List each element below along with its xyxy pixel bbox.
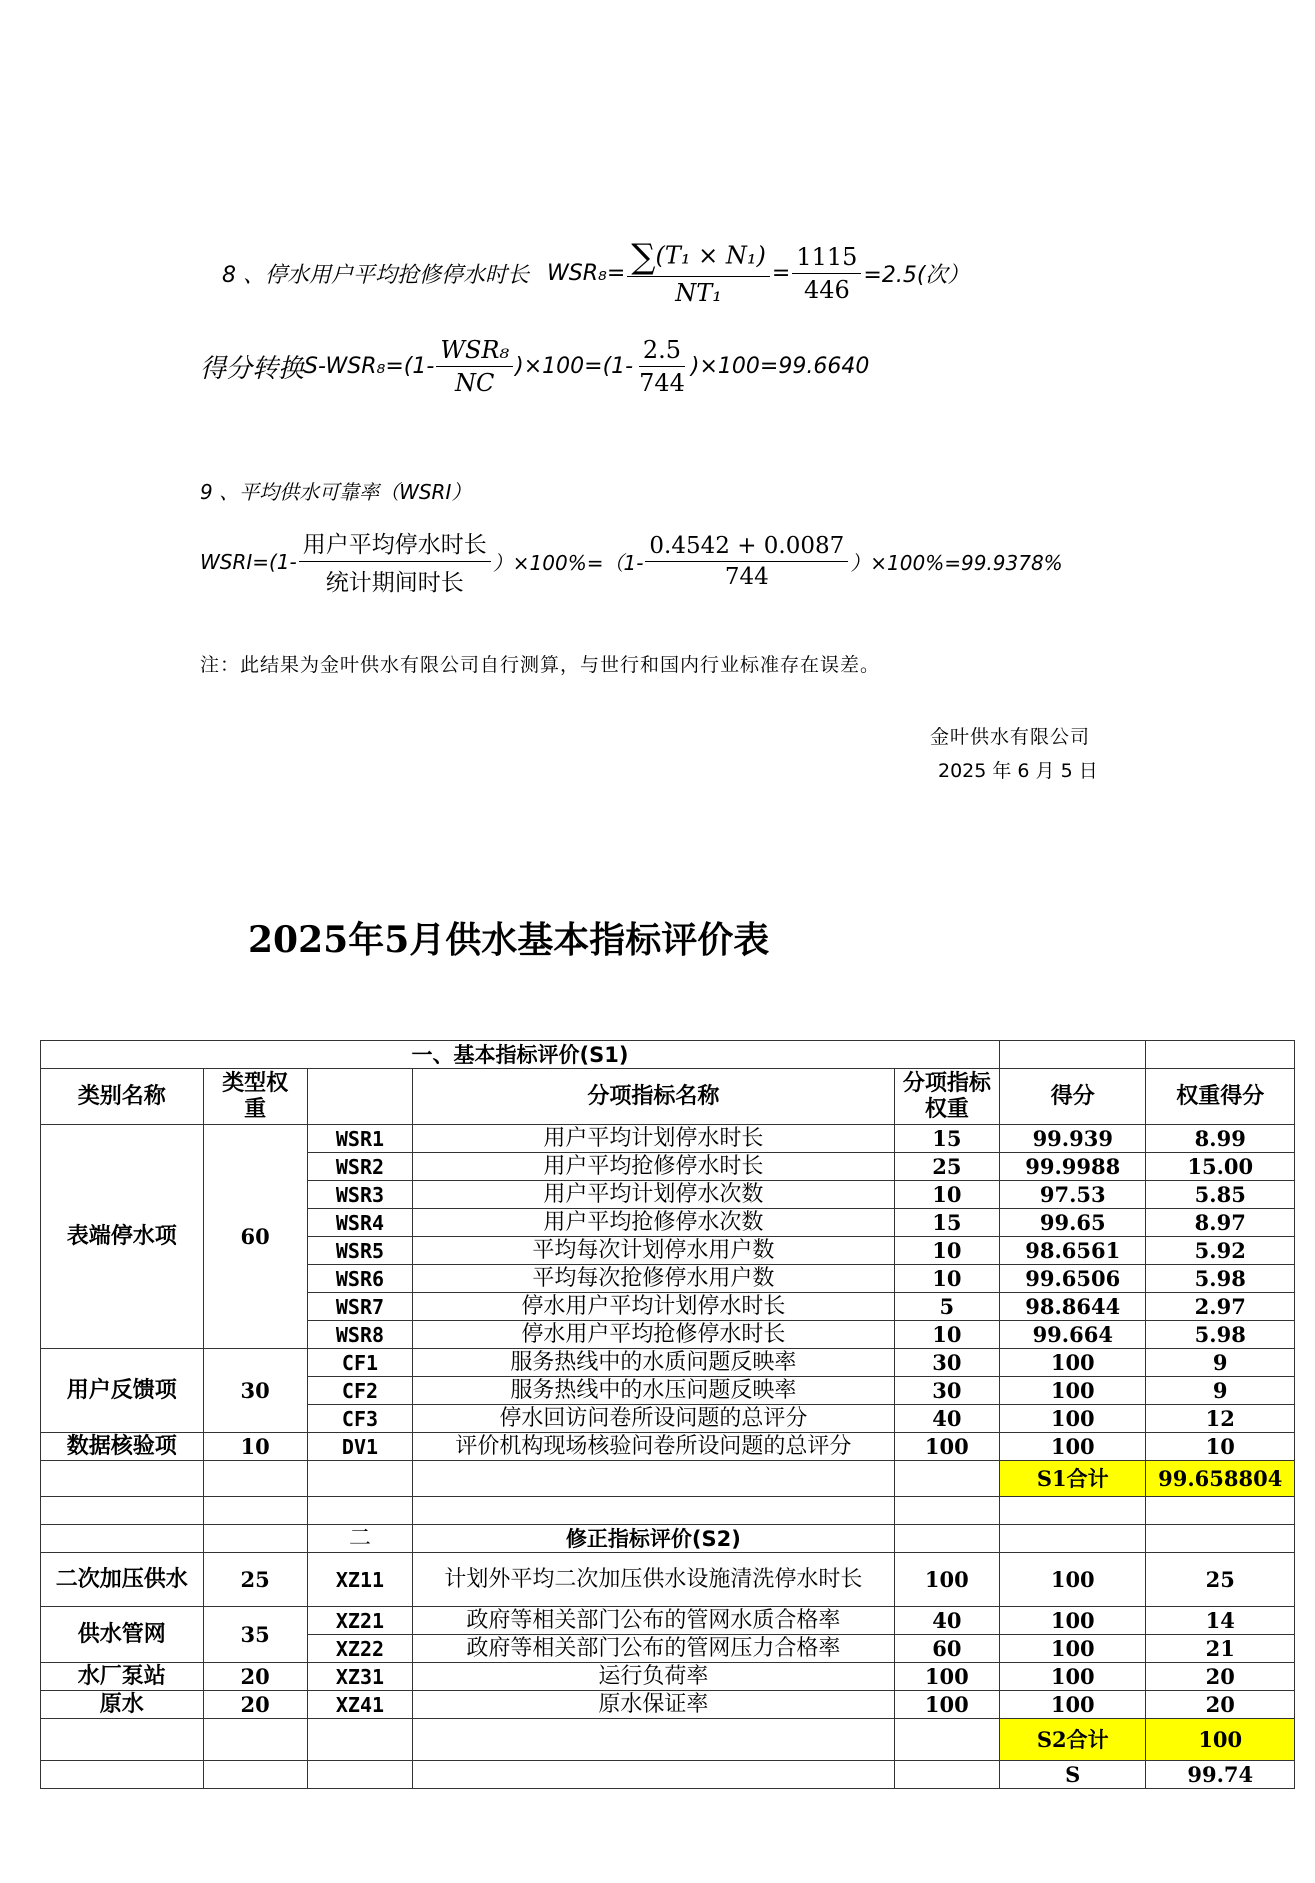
item-score: 100 — [1000, 1405, 1146, 1433]
item-weight: 15 — [894, 1125, 999, 1153]
formula-8 — [222, 237, 970, 307]
item-name: 停水用户平均抢修停水时长 — [413, 1321, 895, 1349]
formula-9-lhs: WSRI=(1- — [200, 549, 297, 574]
item-score: 100 — [1000, 1635, 1146, 1663]
item-weighted: 8.99 — [1146, 1125, 1295, 1153]
item-name: 评价机构现场核验问卷所设问题的总评分 — [413, 1433, 895, 1461]
item-weighted: 2.97 — [1146, 1293, 1295, 1321]
item-name: 原水保证率 — [413, 1691, 895, 1719]
item-code: WSR2 — [307, 1153, 412, 1181]
score-8-lhs: S-WSR₈=(1- — [304, 354, 435, 379]
item-weight: 40 — [894, 1405, 999, 1433]
formula-8-fraction-2 — [792, 243, 861, 304]
section-2-title: 修正指标评价(S2) — [413, 1525, 895, 1553]
section-2-row — [41, 1525, 1295, 1553]
item-weighted: 21 — [1146, 1635, 1295, 1663]
group-weight: 30 — [203, 1349, 307, 1433]
item-score: 98.8644 — [1000, 1293, 1146, 1321]
company-name: 金叶供水有限公司 — [930, 726, 1091, 748]
spacer-row — [41, 1497, 1295, 1525]
item-weight: 10 — [894, 1265, 999, 1293]
item-name: 平均每次计划停水用户数 — [413, 1237, 895, 1265]
group-name: 数据核验项 — [41, 1433, 204, 1461]
formula-9-mid: ）×100%=（1- — [492, 551, 644, 575]
item-weight: 30 — [894, 1349, 999, 1377]
item-score: 98.6561 — [1000, 1237, 1146, 1265]
item-code: XZ41 — [307, 1691, 412, 1719]
item-code: CF3 — [307, 1405, 412, 1433]
formula-8-lhs: WSR₈= — [547, 261, 626, 286]
category-weight: 20 — [203, 1663, 307, 1691]
score-8-den2: 744 — [639, 369, 685, 397]
formula-9-result: ）×100%=99.9378% — [850, 551, 1063, 575]
category-name: 水厂泵站 — [41, 1663, 204, 1691]
group-name: 用户反馈项 — [41, 1349, 204, 1433]
item-code: CF2 — [307, 1377, 412, 1405]
item-weighted: 14 — [1146, 1607, 1295, 1635]
formula-8-den2: 446 — [803, 276, 850, 304]
item-name: 政府等相关部门公布的管网水质合格率 — [413, 1607, 895, 1635]
item-weight: 10 — [894, 1321, 999, 1349]
item-name: 用户平均计划停水时长 — [413, 1125, 895, 1153]
item-weighted: 15.00 — [1146, 1153, 1295, 1181]
formula-9 — [200, 526, 1063, 597]
table-row — [41, 1553, 1295, 1607]
header-item-name: 分项指标名称 — [413, 1069, 895, 1125]
section-1-row — [41, 1041, 1295, 1069]
header-row — [41, 1069, 1295, 1125]
header-weighted: 权重得分 — [1146, 1069, 1295, 1125]
sigma-symbol: ∑ — [631, 237, 656, 277]
formula-8-sum-num: (T₁ × N₁) — [655, 241, 766, 270]
item-score: 100 — [1000, 1433, 1146, 1461]
item-code: WSR5 — [307, 1237, 412, 1265]
item-code: WSR7 — [307, 1293, 412, 1321]
item-name: 平均每次抢修停水用户数 — [413, 1265, 895, 1293]
item-weight: 100 — [894, 1691, 999, 1719]
item-score: 100 — [1000, 1663, 1146, 1691]
item-weight: 25 — [894, 1153, 999, 1181]
item-weighted: 5.98 — [1146, 1265, 1295, 1293]
item-name: 运行负荷率 — [413, 1663, 895, 1691]
formula-9-label: 9 、平均供水可靠率（WSRI） — [200, 480, 472, 504]
item-score: 99.9988 — [1000, 1153, 1146, 1181]
item-weighted: 25 — [1146, 1553, 1295, 1607]
item-score: 99.6506 — [1000, 1265, 1146, 1293]
item-score: 99.65 — [1000, 1209, 1146, 1237]
item-score: 100 — [1000, 1691, 1146, 1719]
header-score: 得分 — [1000, 1069, 1146, 1125]
formula-8-label: 8 、停水用户平均抢修停水时长 — [222, 263, 529, 288]
category-name: 二次加压供水 — [41, 1553, 204, 1607]
formula-8-eq: = — [771, 261, 791, 286]
item-code: XZ22 — [307, 1635, 412, 1663]
score-8-mid: )×100=(1- — [515, 354, 634, 379]
item-code: XZ11 — [307, 1553, 412, 1607]
item-code: DV1 — [307, 1433, 412, 1461]
item-weighted: 9 — [1146, 1349, 1295, 1377]
score-8-fraction-2 — [635, 336, 689, 397]
item-weighted: 10 — [1146, 1433, 1295, 1461]
score-8-num2: 2.5 — [639, 336, 685, 367]
category-weight: 25 — [203, 1553, 307, 1607]
item-code: WSR1 — [307, 1125, 412, 1153]
note-text: 注：此结果为金叶供水有限公司自行测算，与世行和国内行业标准存在误差。 — [200, 654, 881, 676]
header-item-weight: 分项指标权重 — [894, 1069, 999, 1125]
header-type-weight: 类型权重 — [203, 1069, 307, 1125]
item-score: 100 — [1000, 1349, 1146, 1377]
item-weight: 100 — [894, 1433, 999, 1461]
item-code: WSR8 — [307, 1321, 412, 1349]
item-weighted: 5.85 — [1146, 1181, 1295, 1209]
score-8-num: WSR₈ — [436, 336, 513, 367]
item-weight: 60 — [894, 1635, 999, 1663]
item-weighted: 9 — [1146, 1377, 1295, 1405]
score-8-label: 得分转换 — [200, 354, 305, 384]
item-name: 服务热线中的水质问题反映率 — [413, 1349, 895, 1377]
table-row — [41, 1607, 1295, 1635]
item-code: XZ31 — [307, 1663, 412, 1691]
item-name: 停水用户平均计划停水时长 — [413, 1293, 895, 1321]
item-weighted: 20 — [1146, 1663, 1295, 1691]
item-weight: 30 — [894, 1377, 999, 1405]
item-score: 99.939 — [1000, 1125, 1146, 1153]
category-weight: 20 — [203, 1691, 307, 1719]
item-name: 停水回访问卷所设问题的总评分 — [413, 1405, 895, 1433]
item-weight: 100 — [894, 1663, 999, 1691]
formula-9-fraction — [299, 526, 491, 597]
item-code: WSR3 — [307, 1181, 412, 1209]
s1-total-value: 99.658804 — [1146, 1461, 1295, 1497]
formula-8-sum-den: NT₁ — [675, 279, 722, 307]
score-8-fraction — [436, 336, 513, 397]
s2-total-label: S2合计 — [1000, 1719, 1146, 1761]
item-code: WSR4 — [307, 1209, 412, 1237]
formula-8-fraction — [627, 237, 770, 307]
header-category: 类别名称 — [41, 1069, 204, 1125]
item-name: 服务热线中的水压问题反映率 — [413, 1377, 895, 1405]
item-code: CF1 — [307, 1349, 412, 1377]
item-weighted: 12 — [1146, 1405, 1295, 1433]
formula-9-fraction-2 — [645, 533, 848, 590]
item-name: 用户平均抢修停水次数 — [413, 1209, 895, 1237]
item-weight: 10 — [894, 1181, 999, 1209]
s-total-label: S — [1000, 1761, 1146, 1789]
table-title: 2025年5月供水基本指标评价表 — [248, 919, 770, 961]
table-row — [41, 1433, 1295, 1461]
item-name: 政府等相关部门公布的管网压力合格率 — [413, 1635, 895, 1663]
table-row — [41, 1125, 1295, 1153]
s1-total-row — [41, 1461, 1295, 1497]
signature-date: 2025 年 6 月 5 日 — [938, 760, 1098, 782]
section-1-title: 一、基本指标评价(S1) — [41, 1041, 1000, 1069]
s-total-value: 99.74 — [1146, 1761, 1295, 1789]
formula-9-num: 用户平均停水时长 — [299, 526, 491, 562]
item-score: 99.664 — [1000, 1321, 1146, 1349]
item-score: 100 — [1000, 1607, 1146, 1635]
category-name: 供水管网 — [41, 1607, 204, 1663]
score-8-den: NC — [455, 369, 495, 397]
formula-9-den: 统计期间时长 — [325, 570, 464, 596]
item-code: XZ21 — [307, 1607, 412, 1635]
item-weighted: 5.92 — [1146, 1237, 1295, 1265]
group-weight: 60 — [203, 1125, 307, 1349]
s2-total-row — [41, 1719, 1295, 1761]
formula-9-num2: 0.4542 + 0.0087 — [645, 533, 848, 562]
score-8-result: )×100=99.6640 — [690, 354, 870, 379]
table-row — [41, 1663, 1295, 1691]
table-row — [41, 1349, 1295, 1377]
s1-total-label: S1合计 — [1000, 1461, 1146, 1497]
item-code: WSR6 — [307, 1265, 412, 1293]
table-row — [41, 1691, 1295, 1719]
item-weight: 40 — [894, 1607, 999, 1635]
item-weighted: 8.97 — [1146, 1209, 1295, 1237]
item-score: 100 — [1000, 1377, 1146, 1405]
item-score: 97.53 — [1000, 1181, 1146, 1209]
item-weight: 10 — [894, 1237, 999, 1265]
category-weight: 35 — [203, 1607, 307, 1663]
score-8 — [200, 336, 869, 397]
formula-9-den2: 744 — [724, 564, 769, 590]
item-weighted: 20 — [1146, 1691, 1295, 1719]
item-weight: 100 — [894, 1553, 999, 1607]
s-total-row — [41, 1761, 1295, 1789]
formula-8-num2: 1115 — [792, 243, 861, 274]
item-name: 用户平均抢修停水时长 — [413, 1153, 895, 1181]
s2-total-value: 100 — [1146, 1719, 1295, 1761]
group-weight: 10 — [203, 1433, 307, 1461]
section-2-number: 二 — [307, 1525, 412, 1553]
evaluation-table — [40, 1040, 1295, 1789]
item-weight: 5 — [894, 1293, 999, 1321]
item-name: 用户平均计划停水次数 — [413, 1181, 895, 1209]
item-score: 100 — [1000, 1553, 1146, 1607]
item-name: 计划外平均二次加压供水设施清洗停水时长 — [413, 1553, 895, 1607]
category-name: 原水 — [41, 1691, 204, 1719]
item-weighted: 5.98 — [1146, 1321, 1295, 1349]
item-weight: 15 — [894, 1209, 999, 1237]
group-name: 表端停水项 — [41, 1125, 204, 1349]
formula-8-result: =2.5(次） — [863, 263, 970, 288]
